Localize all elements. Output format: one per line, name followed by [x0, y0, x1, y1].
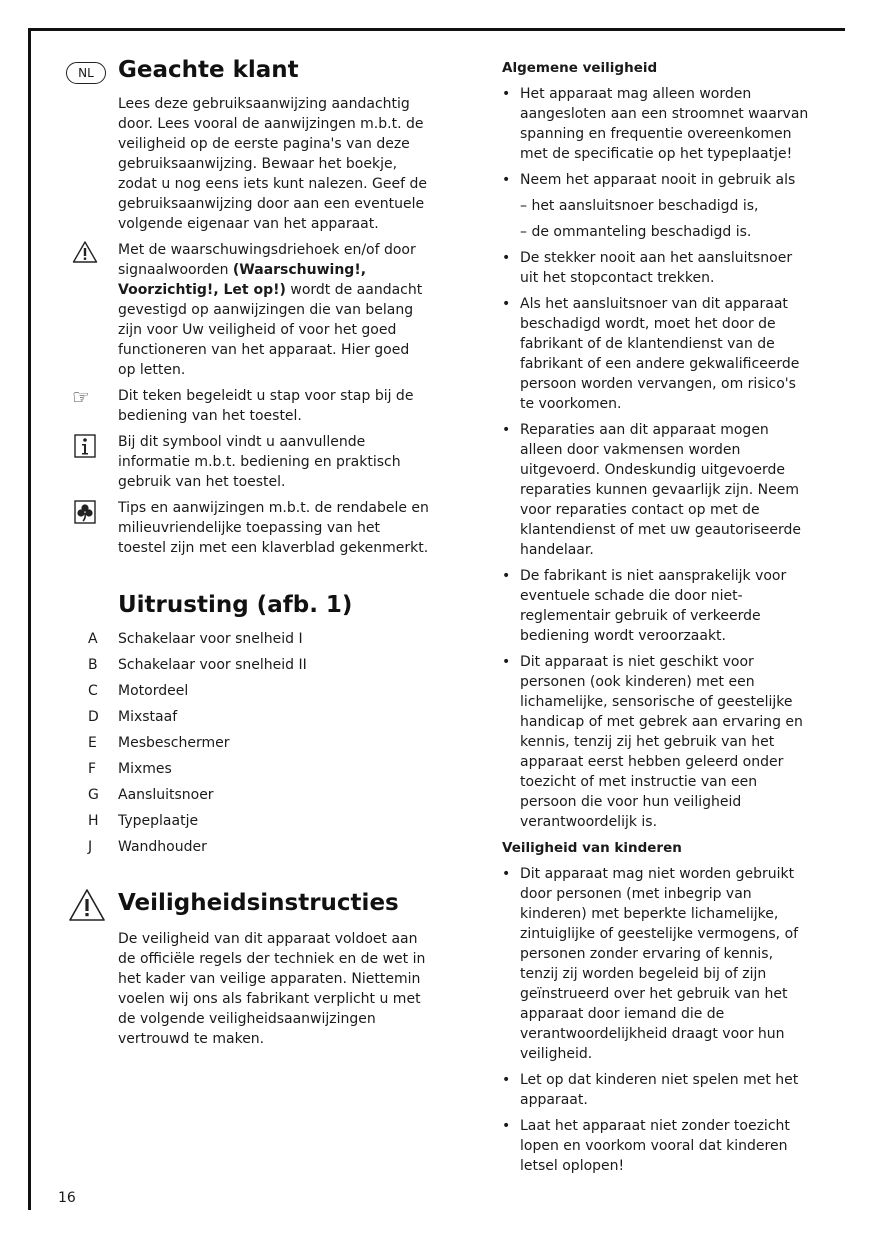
- list-item: • Neem het apparaat nooit in gebruik als: [502, 170, 814, 190]
- list-item: • De stekker nooit aan het aansluitsnoer uit het stopcontact trekken.: [502, 248, 814, 288]
- list-item: • Dit apparaat mag niet worden gebruikt door personen (met inbegrip van kinderen) met beperkte lichamelijke, zintuiglijke of geestelijke vermogens, of personen zonder ervaring of kennis, tenzij zij worden begeleid bij of zijn geïnstrueerd over het gebruik van het apparaat door iemand die de verantwoordelijkheid draagt voor hun veiligheid.: [502, 864, 814, 1064]
- warning-triangle-icon: [72, 240, 98, 264]
- equipment-label: Motordeel: [118, 683, 189, 699]
- equipment-letter: G: [88, 787, 99, 803]
- equipment-label: Typeplaatje: [118, 813, 199, 829]
- intro-paragraph: Lees deze gebruiksaanwijzing aandachtig door. Lees vooral de aanwijzingen m.b.t. de veiligheid op de eerste pagina's van deze gebruiksaanwijzing. Bewaar het boekje, zodat u nog eens iets kunt nalezen. Geef de gebruiksaanwijzing door aan een eventuele volgende eigenaar van het apparaat.: [118, 96, 428, 232]
- list-item: • De fabrikant is niet aansprakelijk voor eventuele schade die door niet-reglementair gebruik of verkeerde bediening wordt veroorzaakt.: [502, 566, 814, 646]
- equipment-letter: E: [88, 735, 97, 751]
- equipment-label: Mixmes: [118, 761, 172, 777]
- list-item: • Reparaties aan dit apparaat mogen alleen door vakmensen worden uitgevoerd. Ondeskundig uitgevoerde reparaties kunnen gevaarlijk zijn. Neem voor reparaties contact op met de klantendienst of met uw geautoriseerde handelaar.: [502, 420, 814, 560]
- equipment-list: [60, 629, 430, 863]
- warning-text-after: wordt de aandacht gevestigd op aanwijzingen die van belang zijn voor Uw veiligheid of voor het goed functioneren van het apparaat. Hier goed op letten.: [118, 282, 423, 378]
- list-item: • Dit apparaat is niet geschikt voor personen (ook kinderen) met een lichamelijke, sensorische of geestelijke handicap of met gebrek aan ervaring en kennis, tenzij zij het gebruik van het apparaat eerst hebben geleerd onder toezicht of met instructie van een persoon die voor hun veiligheid verantwoordelijk is.: [502, 652, 814, 832]
- equipment-letter: C: [88, 683, 98, 699]
- equipment-title: Uitrusting (afb. 1): [118, 592, 353, 618]
- language-badge: NL: [66, 62, 106, 84]
- equipment-item: [60, 681, 430, 707]
- cloverleaf-icon: [72, 500, 98, 524]
- symbol-step-text: Dit teken begeleidt u stap voor stap bij de bediening van het toestel.: [118, 388, 414, 424]
- page-frame-top-rule: [28, 28, 845, 31]
- symbol-warning-text: [118, 240, 430, 380]
- sub-list-item: – de ommanteling beschadigd is.: [520, 224, 752, 240]
- equipment-item: [60, 707, 430, 733]
- general-safety-heading: Algemene veiligheid: [502, 60, 658, 76]
- equipment-label: Mesbeschermer: [118, 735, 230, 751]
- child-safety-heading: Veiligheid van kinderen: [502, 840, 682, 856]
- list-item: • Als het aansluitsnoer van dit apparaat beschadigd wordt, moet het door de fabrikant of de klantendienst van de fabrikant of een andere gekwalificeerde persoon worden vervangen, om risico's te voorkomen.: [502, 294, 814, 414]
- list-item: • Laat het apparaat niet zonder toezicht lopen en voorkom vooral dat kinderen letsel oplopen!: [502, 1116, 814, 1176]
- equipment-letter: D: [88, 709, 99, 725]
- equipment-letter: F: [88, 761, 97, 777]
- equipment-label: Schakelaar voor snelheid I: [118, 631, 303, 647]
- info-icon: [72, 434, 98, 458]
- equipment-letter: J: [88, 839, 93, 855]
- warning-signal-words: (Waarschuwing!, Voorzichtig!, Let op!): [118, 262, 367, 298]
- equipment-letter: H: [88, 813, 99, 829]
- equipment-label: Mixstaaf: [118, 709, 178, 725]
- pointing-hand-icon: ☞: [72, 385, 90, 409]
- equipment-label: Wandhouder: [118, 839, 207, 855]
- equipment-item: [60, 655, 430, 681]
- symbol-info-text: Bij dit symbool vindt u aanvullende informatie m.b.t. bediening en praktisch gebruik van het toestel.: [118, 434, 401, 490]
- equipment-letter: B: [88, 657, 98, 673]
- equipment-item: [60, 811, 430, 837]
- equipment-item: [60, 629, 430, 655]
- right-column: [502, 58, 814, 1182]
- equipment-item: [60, 759, 430, 785]
- equipment-item: [60, 785, 430, 811]
- list-item: • Het apparaat mag alleen worden aangesloten aan een stroomnet waarvan spanning en frequentie overeenkomen met de specificatie op het typeplaatje!: [502, 84, 814, 164]
- equipment-label: Schakelaar voor snelheid II: [118, 657, 307, 673]
- warning-triangle-icon: [68, 888, 106, 922]
- page-number: 16: [58, 1190, 76, 1206]
- equipment-item: [60, 733, 430, 759]
- list-item: • Let op dat kinderen niet spelen met het apparaat.: [502, 1070, 814, 1110]
- warning-text-before: Met de waarschuwingsdriehoek en/of door signaalwoorden: [118, 242, 416, 278]
- equipment-item: [60, 837, 430, 863]
- equipment-label: Aansluitsnoer: [118, 787, 214, 803]
- intro-title: Geachte klant: [118, 57, 299, 83]
- symbol-eco-text: Tips en aanwijzingen m.b.t. de rendabele en milieuvriendelijke toepassing van het toestel zijn met een klaverblad gekenmerkt.: [118, 500, 429, 556]
- equipment-letter: A: [88, 631, 98, 647]
- safety-paragraph: De veiligheid van dit apparaat voldoet aan de officiële regels der techniek en de wet in het kader van veilige apparaten. Niettemin voelen wij ons als fabrikant verplicht u met de volgende veiligheidsaanwijzingen vertrouwd te maken.: [118, 931, 426, 1047]
- safety-title: Veiligheidsinstructies: [118, 890, 399, 916]
- sub-list-item: – het aansluitsnoer beschadigd is,: [520, 198, 759, 214]
- page-frame-left-rule: [28, 28, 31, 1210]
